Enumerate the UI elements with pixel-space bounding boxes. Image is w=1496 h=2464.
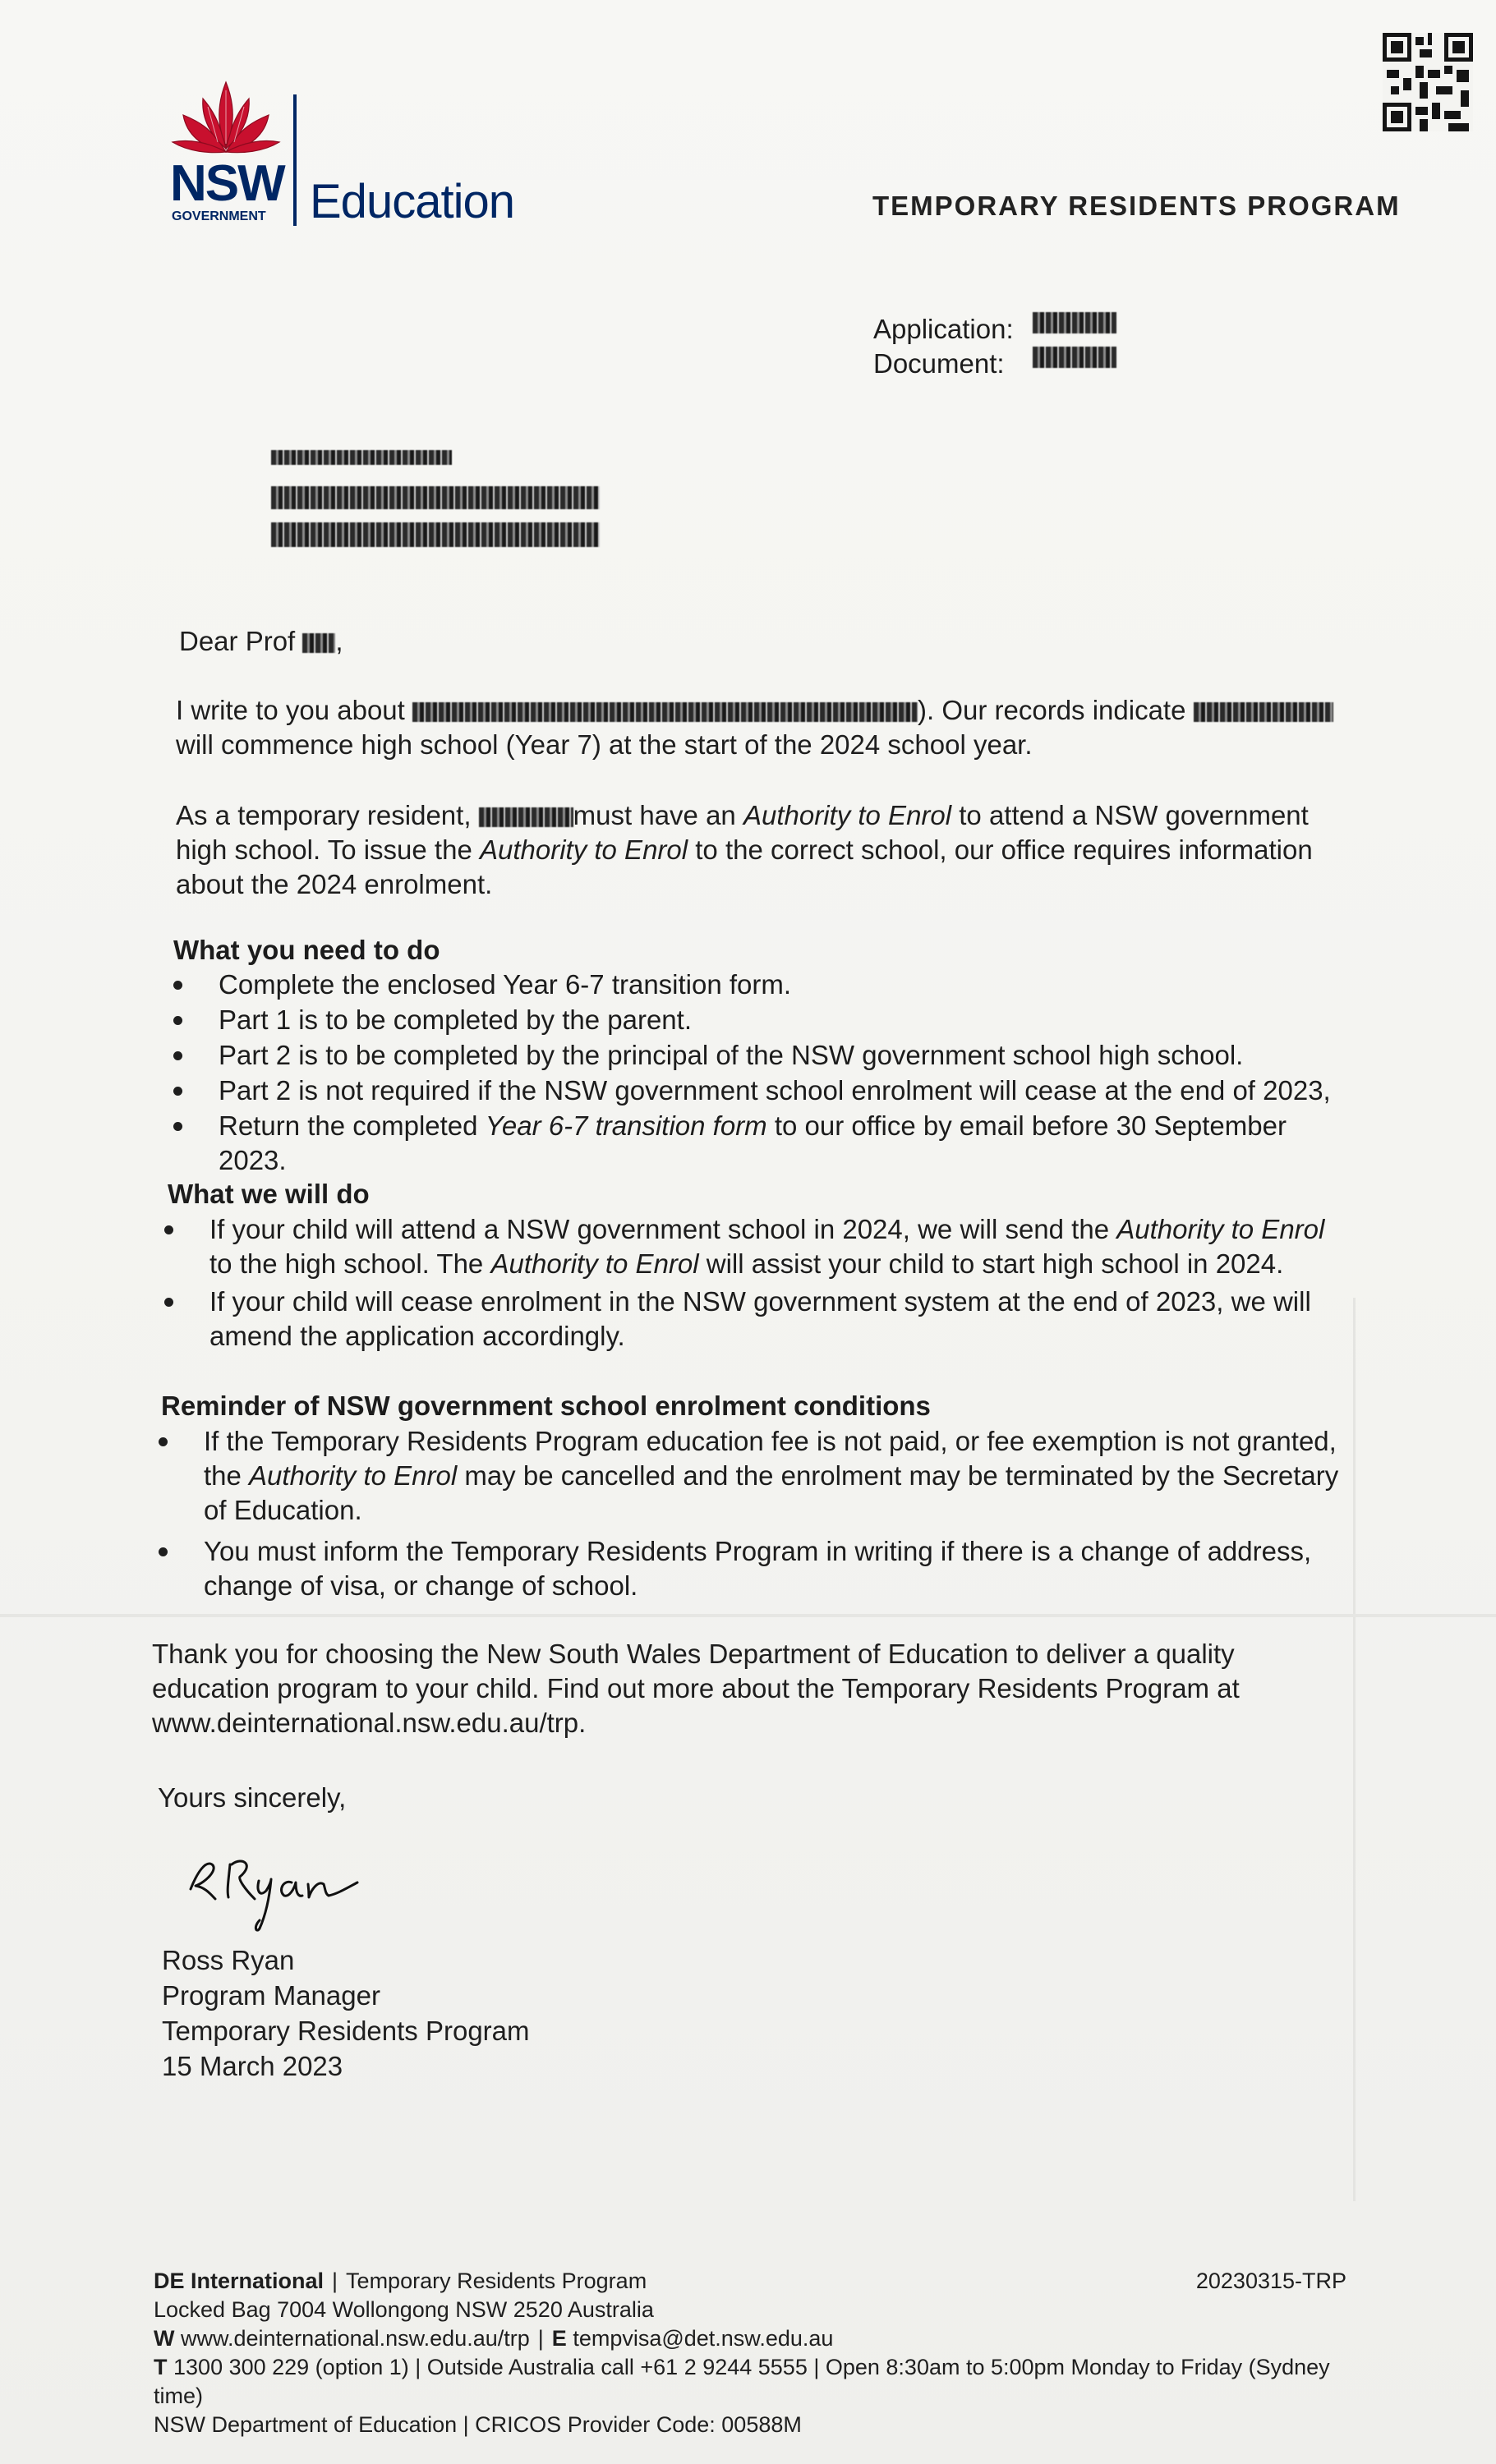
list-item: You must inform the Temporary Residents Program in writing if there is a change of address, change of visa, or change of school. <box>159 1534 1342 1603</box>
redacted-student <box>412 702 918 722</box>
document-code: 20230315-TRP <box>1195 2269 1346 2293</box>
page-fold-line <box>0 1614 1496 1617</box>
salutation: Dear Prof , <box>179 626 343 656</box>
heading-what-you-need-to-do: What you need to do <box>173 935 440 965</box>
list-item: Part 2 is to be completed by the principal of the NSW government school high school. <box>173 1038 1356 1073</box>
todo-list <box>173 968 1356 1179</box>
heading-enrolment-conditions: Reminder of NSW government school enrolment conditions <box>161 1391 931 1421</box>
letter-date: 15 March 2023 <box>162 2051 343 2081</box>
document-label: Document: <box>873 348 1005 379</box>
logo-nsw-text: NSW <box>170 155 284 212</box>
list-item: Part 1 is to be completed by the parent. <box>173 1003 1356 1037</box>
list-item: Part 2 is not required if the NSW government school enrolment will cease at the end of 2023, <box>173 1073 1356 1108</box>
logo-divider <box>293 94 297 226</box>
footer-program: Temporary Residents Program <box>346 2269 647 2293</box>
redacted-document-number <box>1033 347 1116 368</box>
reference-block <box>873 312 1116 381</box>
qr-code-icon <box>1383 33 1473 131</box>
paragraph-authority: As a temporary resident, must have an Authority to Enrol to attend a NSW government high school. To issue the Authority to Enrol to the correct school, our office requires information about the 2024 enrolment. <box>176 800 1313 899</box>
footer-org: DE International <box>154 2269 325 2293</box>
signer-block <box>162 1942 530 2084</box>
signer-name: Ross Ryan <box>162 1945 295 1975</box>
signature <box>181 1832 370 1938</box>
waratah-icon <box>168 70 283 160</box>
logo-government-text: GOVERNMENT <box>172 209 266 223</box>
redacted-name <box>302 633 335 653</box>
redacted-student <box>479 807 573 827</box>
signer-title: Program Manager <box>162 1980 380 2011</box>
footer-website-link[interactable]: www.deinternational.nsw.edu.au/trp <box>181 2326 530 2351</box>
footer-address: Locked Bag 7004 Wollongong NSW 2520 Australia <box>154 2297 654 2322</box>
we-will-do-list <box>164 1212 1347 1357</box>
nsw-education-logo <box>168 70 513 234</box>
heading-what-we-will-do: What we will do <box>168 1179 370 1209</box>
list-item: If the Temporary Residents Program education fee is not paid, or fee exemption is not granted, the Authority to Enrol may be cancelled and the enrolment may be terminated by the Secretary of Education. <box>159 1424 1342 1528</box>
recipient-address-redacted <box>271 450 600 559</box>
list-item: Complete the enclosed Year 6-7 transition form. <box>173 968 1356 1002</box>
closing: Yours sincerely, <box>158 1782 347 1813</box>
footer-email-link[interactable]: tempvisa@det.nsw.edu.au <box>573 2326 834 2351</box>
paragraph-thanks: Thank you for choosing the New South Wales Department of Education to deliver a quality education program to your child. Find out more about the Temporary Residents Program at www.deinternational.nsw.edu.au/trp. <box>152 1639 1240 1738</box>
signer-program: Temporary Residents Program <box>162 2016 530 2046</box>
paragraph-intro: I write to you about ). Our records indicate will commence high school (Year 7) at the start of the 2024 school year. <box>176 693 1359 762</box>
list-item: If your child will cease enrolment in the NSW government system at the end of 2023, we will amend the application accordingly. <box>164 1285 1347 1354</box>
logo-education-text: Education <box>310 175 514 228</box>
redacted-application-number <box>1033 312 1116 333</box>
application-label: Application: <box>873 314 1014 344</box>
footer: DE International | Temporary Residents Program 20230315-TRP Locked Bag 7004 Wollongong NSW 2520 Australia W www.deinternational.nsw.edu.au/trp | E tempvisa@det.nsw.edu.au T 1300 300 229 (option 1) | Outside Australia call +61 2 9244 5555 | Open 8:30am to 5:00pm Monday to Friday (Sydney time) NSW Department of Education | CRICOS Provider Code: 00588M <box>154 2267 1361 2439</box>
list-item: If your child will attend a NSW government school in 2024, we will send the Authority to Enrol to the high school. The Authority to Enrol will assist your child to start high school in 2024. <box>164 1212 1347 1281</box>
footer-cricos: NSW Department of Education | CRICOS Provider Code: 00588M <box>154 2412 802 2437</box>
program-title: TEMPORARY RESIDENTS PROGRAM <box>872 191 1401 221</box>
footer-phone: 1300 300 229 (option 1) | Outside Australia call +61 2 9244 5555 | Open 8:30am to 5:00pm Monday to Friday (Sydney time) <box>154 2355 1330 2408</box>
conditions-list <box>159 1424 1342 1610</box>
list-item: Return the completed Year 6-7 transition form to our office by email before 30 September 2023. <box>173 1109 1356 1178</box>
redacted-student <box>1194 702 1333 722</box>
